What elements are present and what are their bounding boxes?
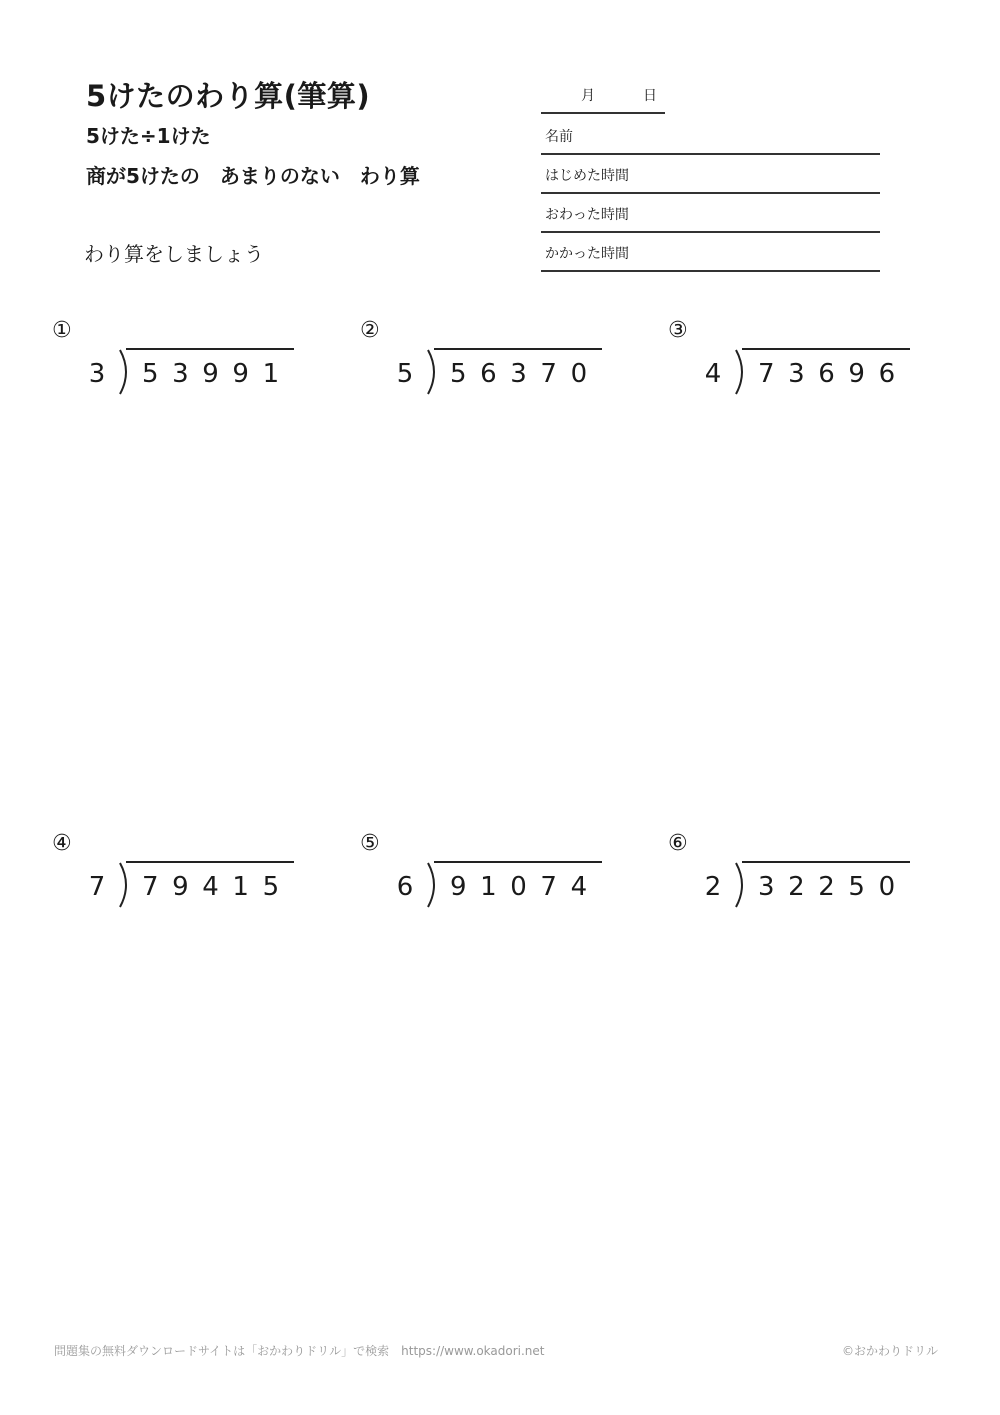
worksheet-subtitle: 5けた÷1けた bbox=[86, 124, 211, 148]
divisor: 5 bbox=[396, 359, 414, 389]
footer-copyright: ©おかわりドリル bbox=[841, 1344, 938, 1358]
elapsed-time-label: かかった時間 bbox=[545, 246, 629, 262]
worksheet-title: 5けたのわり算(筆算) bbox=[86, 79, 371, 113]
start-time-label: はじめた時間 bbox=[545, 168, 629, 184]
problem-number: ① bbox=[52, 318, 72, 343]
problem-number: ⑥ bbox=[668, 831, 688, 856]
problem-3 bbox=[668, 318, 928, 388]
division-bar bbox=[742, 348, 910, 350]
elapsed-time-field[interactable] bbox=[541, 233, 880, 272]
worksheet-description: 商が5けたの あまりのない わり算 bbox=[86, 164, 420, 188]
divisor: 2 bbox=[704, 872, 722, 902]
footer-site-info: 問題集の無料ダウンロードサイトは「おかわりドリル」で検索 https://www.okadori.net bbox=[54, 1344, 545, 1358]
problem-1 bbox=[52, 318, 312, 388]
day-label: 日 bbox=[643, 88, 657, 104]
division-bracket bbox=[116, 861, 134, 909]
division-bar bbox=[126, 861, 294, 863]
dividend: 91074 bbox=[450, 872, 601, 902]
dividend: 73696 bbox=[758, 359, 909, 389]
end-time-field[interactable] bbox=[541, 194, 880, 233]
problem-2 bbox=[360, 318, 620, 388]
dividend: 32250 bbox=[758, 872, 909, 902]
division-bar bbox=[126, 348, 294, 350]
month-label: 月 bbox=[581, 88, 595, 104]
problem-number: ④ bbox=[52, 831, 72, 856]
name-label: 名前 bbox=[545, 129, 573, 145]
division-bracket bbox=[424, 348, 442, 396]
start-time-field[interactable] bbox=[541, 155, 880, 194]
division-bracket bbox=[732, 348, 750, 396]
division-bracket bbox=[732, 861, 750, 909]
name-field[interactable] bbox=[541, 116, 880, 155]
division-bar bbox=[434, 861, 602, 863]
divisor: 3 bbox=[88, 359, 106, 389]
division-bar bbox=[434, 348, 602, 350]
divisor: 7 bbox=[88, 872, 106, 902]
problem-number: ② bbox=[360, 318, 380, 343]
division-bracket bbox=[116, 348, 134, 396]
problem-5 bbox=[360, 831, 620, 901]
division-bar bbox=[742, 861, 910, 863]
instruction-text: わり算をしましょう bbox=[84, 242, 264, 266]
divisor: 4 bbox=[704, 359, 722, 389]
problem-number: ③ bbox=[668, 318, 688, 343]
dividend: 79415 bbox=[142, 872, 293, 902]
divisor: 6 bbox=[396, 872, 414, 902]
dividend: 53991 bbox=[142, 359, 293, 389]
problem-4 bbox=[52, 831, 312, 901]
problem-6 bbox=[668, 831, 928, 901]
dividend: 56370 bbox=[450, 359, 601, 389]
end-time-label: おわった時間 bbox=[545, 207, 629, 223]
problem-number: ⑤ bbox=[360, 831, 380, 856]
date-field[interactable] bbox=[541, 76, 665, 114]
division-bracket bbox=[424, 861, 442, 909]
